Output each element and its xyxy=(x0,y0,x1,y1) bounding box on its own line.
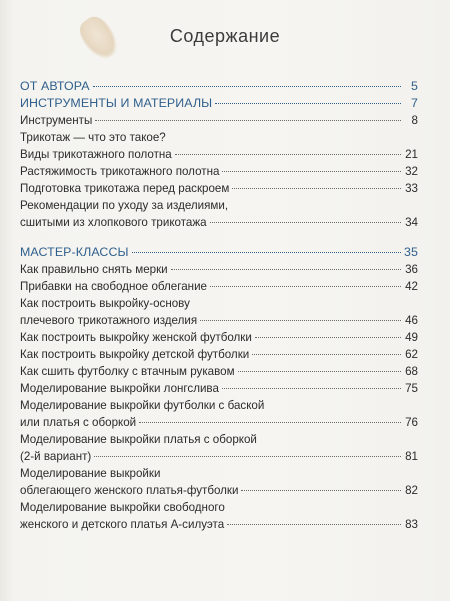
leader-dots xyxy=(232,188,401,189)
toc-label-line: Трикотаж — что это такое? xyxy=(20,131,166,144)
leader-dots xyxy=(255,337,401,338)
toc-label-line: Как построить выкройку-основу xyxy=(20,297,190,310)
toc-item[interactable] xyxy=(20,346,418,363)
toc-label: женского и детского платья А-силуэта xyxy=(20,518,225,531)
toc-item[interactable] xyxy=(20,180,418,197)
toc-item[interactable] xyxy=(20,397,418,431)
toc-item[interactable] xyxy=(20,499,418,533)
leader-dots xyxy=(222,388,401,389)
toc-item[interactable] xyxy=(20,465,418,499)
leader-dots xyxy=(227,524,401,525)
leader-dots xyxy=(241,490,401,491)
leader-dots xyxy=(200,320,401,321)
toc-label-line: Моделирование выкройки xyxy=(20,467,161,480)
toc-label-line: Моделирование выкройки футболки с баской xyxy=(20,399,265,412)
leader-dots xyxy=(171,269,401,270)
toc-item[interactable] xyxy=(20,363,418,380)
toc-label: Как правильно снять мерки xyxy=(20,263,168,276)
toc-page-number: 34 xyxy=(405,216,418,229)
toc-page-number: 75 xyxy=(405,382,418,395)
toc-page-number: 68 xyxy=(405,365,418,378)
toc-page-number: 7 xyxy=(411,96,418,110)
toc-section[interactable] xyxy=(20,95,418,112)
toc-page-number: 5 xyxy=(411,79,418,93)
leader-dots xyxy=(93,86,401,87)
toc-section[interactable] xyxy=(20,244,418,261)
toc-page-number: 76 xyxy=(405,416,418,429)
toc-label: сшитыми из хлопкового трикотажа xyxy=(20,216,207,229)
leader-dots xyxy=(210,286,401,287)
leader-dots xyxy=(222,171,401,172)
toc-item[interactable] xyxy=(20,163,418,180)
toc-label: облегающего женского платья-футболки xyxy=(20,484,239,497)
toc-label: Как построить выкройку женской футболки xyxy=(20,331,252,344)
toc-label-line: Моделирование выкройки платья с оборкой xyxy=(20,433,257,446)
toc-item[interactable] xyxy=(20,112,418,129)
toc-label-line: Рекомендации по уходу за изделиями, xyxy=(20,199,229,212)
toc-page-number: 62 xyxy=(405,348,418,361)
toc-page-number: 36 xyxy=(405,263,418,276)
toc-page-number: 42 xyxy=(405,280,418,293)
toc-label: Моделирование выкройки лонгслива xyxy=(20,382,219,395)
toc-item[interactable] xyxy=(20,295,418,329)
toc-label: Подготовка трикотажа перед раскроем xyxy=(20,182,230,195)
leader-dots xyxy=(210,222,401,223)
toc-label: МАСТЕР-КЛАССЫ xyxy=(20,245,129,259)
leader-dots xyxy=(252,354,401,355)
toc-item[interactable] xyxy=(20,261,418,278)
toc-page-number: 49 xyxy=(405,331,418,344)
toc-item[interactable] xyxy=(20,278,418,295)
toc-page-number: 21 xyxy=(405,148,418,161)
toc-page-number: 81 xyxy=(405,450,418,463)
toc-item[interactable] xyxy=(20,197,418,231)
toc-item[interactable] xyxy=(20,431,418,465)
toc-page-number: 32 xyxy=(405,165,418,178)
toc-label: Прибавки на свободное облегание xyxy=(20,280,207,293)
toc-item[interactable] xyxy=(20,380,418,397)
leader-dots xyxy=(175,154,401,155)
toc-page-number: 8 xyxy=(411,114,418,127)
table-of-contents xyxy=(20,78,418,533)
toc-label: (2-й вариант) xyxy=(20,450,92,463)
toc-label: или платья с оборкой xyxy=(20,416,137,429)
toc-label: ИНСТРУМЕНТЫ И МАТЕРИАЛЫ xyxy=(20,96,213,110)
leader-dots xyxy=(238,371,401,372)
toc-page-number: 82 xyxy=(405,484,418,497)
contents-heading: Содержание xyxy=(169,26,281,46)
toc-label: плечевого трикотажного изделия xyxy=(20,314,198,327)
leader-dots xyxy=(215,103,401,104)
toc-section[interactable] xyxy=(20,78,418,95)
leader-dots xyxy=(94,456,401,457)
toc-label: Инструменты xyxy=(20,114,93,127)
toc-item[interactable] xyxy=(20,129,418,163)
toc-label: Как сшить футболку с втачным рукавом xyxy=(20,365,235,378)
toc-item[interactable] xyxy=(20,329,418,346)
toc-page-number: 46 xyxy=(405,314,418,327)
leader-dots xyxy=(132,252,401,253)
leader-dots xyxy=(95,120,401,121)
toc-page-number: 33 xyxy=(405,182,418,195)
toc-page-number: 83 xyxy=(405,518,418,531)
toc-label-line: Моделирование выкройки свободного xyxy=(20,501,225,514)
toc-page-number: 35 xyxy=(404,245,418,259)
toc-label: Как построить выкройку детской футболки xyxy=(20,348,250,361)
toc-label: Виды трикотажного полотна xyxy=(20,148,172,161)
leader-dots xyxy=(139,422,401,423)
section-gap xyxy=(20,231,418,244)
toc-label: ОТ АВТОРА xyxy=(20,79,90,93)
toc-label: Растяжимость трикотажного полотна xyxy=(20,165,220,178)
